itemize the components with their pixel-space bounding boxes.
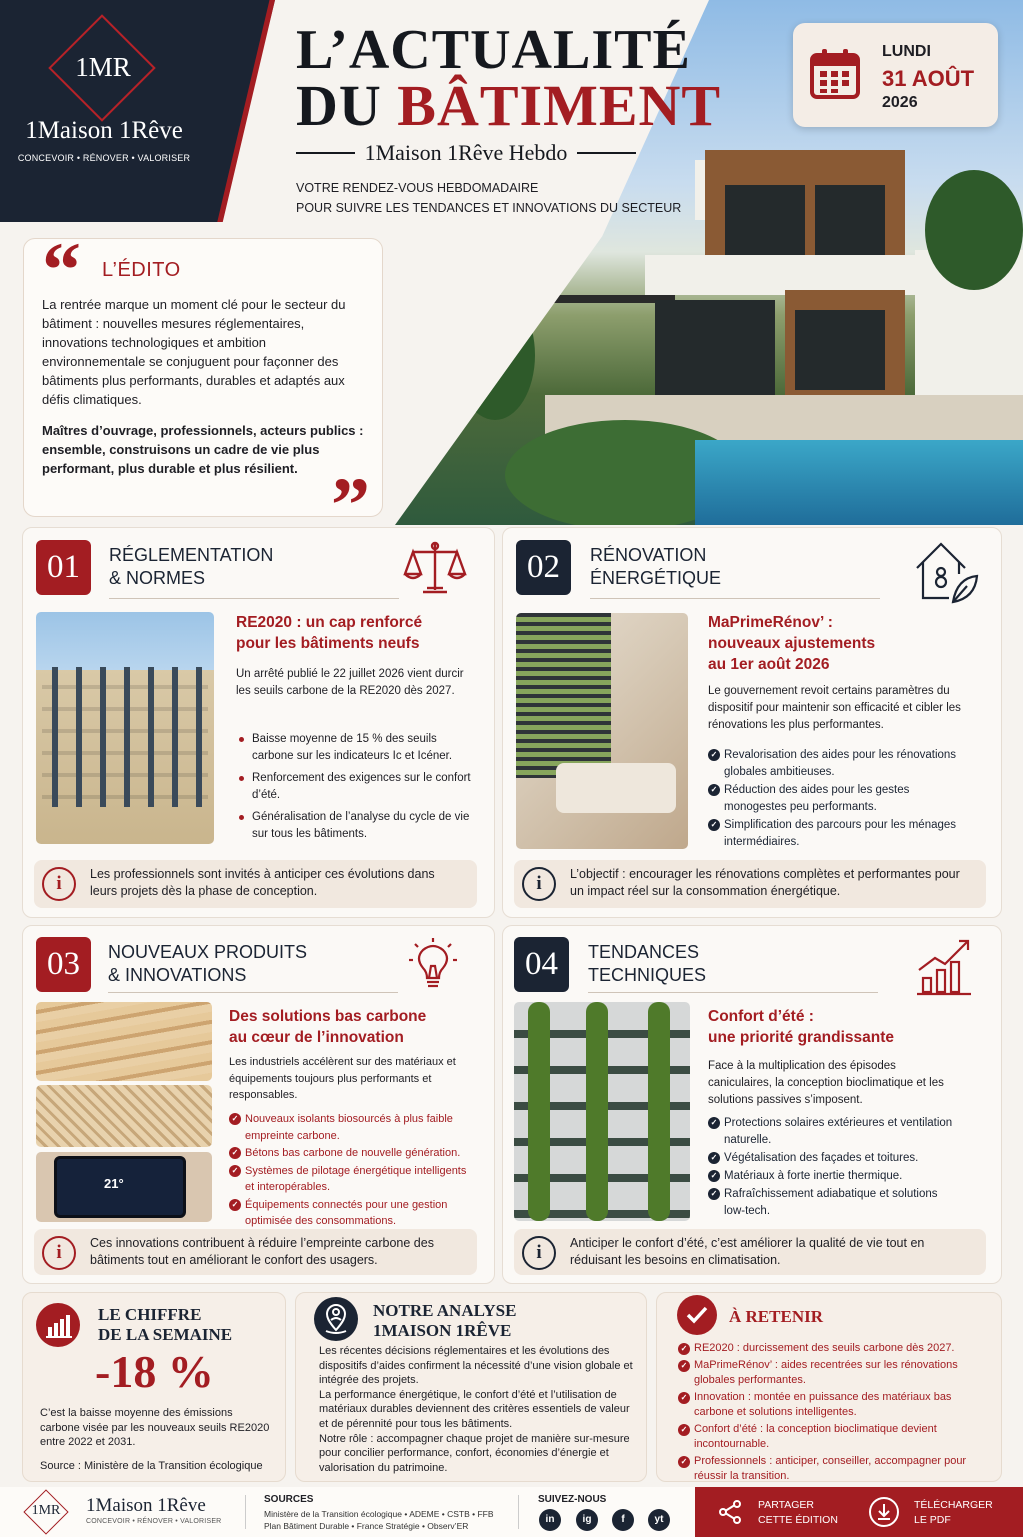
- info-icon: i: [42, 867, 76, 901]
- section-title: RÉGLEMENTATION & NORMES: [109, 545, 274, 588]
- calendar-icon: [810, 47, 860, 101]
- date-day: LUNDI: [882, 43, 931, 60]
- info-icon: i: [522, 867, 556, 901]
- footer-divider: [245, 1495, 246, 1529]
- header: [0, 0, 1023, 525]
- list-item: ✓ Revalorisation des aides pour les rénovations globales ambitieuses.: [708, 747, 958, 781]
- title-accent: BÂTIMENT: [397, 73, 722, 138]
- download-label: TÉLÉCHARGER LE PDF: [914, 1499, 993, 1526]
- chiffre-value: -18 %: [95, 1346, 214, 1397]
- edito-paragraph-2: Maîtres d’ouvrage, professionnels, acteurs publics : ensemble, construisons un cadre de vie plus performant, plus durable et plus résilient.: [42, 423, 364, 476]
- linkedin-icon[interactable]: in: [539, 1509, 561, 1531]
- edito-paragraph-1: La rentrée marque un moment clé pour le secteur du bâtiment : nouvelles mesures réglementaires, innovations technologiques et ambition environnementale se conjuguent pour façonner des bâtiments plus performants, durables et adaptés aux défis climatiques.: [42, 297, 346, 407]
- section-renovation: [502, 527, 1002, 918]
- list-item: ✓ Confort d’été : la conception bioclimatique devient incontournable.: [678, 1422, 988, 1452]
- logo-tagline: CONCEVOIR • RÉNOVER • VALORISER: [17, 153, 191, 163]
- logo-panel: [0, 0, 275, 222]
- article-bullets: [708, 747, 958, 852]
- section-title: NOUVEAUX PRODUITS & INNOVATIONS: [108, 942, 308, 985]
- section-rule: [588, 992, 878, 993]
- info-bar: [514, 1229, 986, 1275]
- list-item: ✓ Innovation : montée en puissance des matériaux bas carbone et solutions intelligentes.: [678, 1390, 988, 1420]
- info-icon: i: [42, 1236, 76, 1270]
- section-rule: [108, 992, 398, 993]
- section-title: TENDANCES TECHNIQUES: [588, 942, 707, 985]
- section-number: 01: [36, 540, 91, 595]
- subtitle-rule-left: [296, 152, 355, 154]
- list-item: ✓ Systèmes de pilotage énergétique intelligents et interopérables.: [229, 1163, 474, 1196]
- article-text: Un arrêté publié le 22 juillet 2026 vient durcir les seuils carbone de la RE2020 dès 2027.: [236, 668, 464, 697]
- section-number: 04: [514, 937, 569, 992]
- chiffre-source: Source : Ministère de la Transition écologique: [40, 1460, 263, 1472]
- article-text: Face à la multiplication des épisodes caniculaires, la conception bioclimatique et les solutions passives s’imposent.: [708, 1060, 944, 1106]
- follow-us-label: SUIVEZ-NOUS: [538, 1494, 607, 1505]
- insulation-panels-image: [36, 1002, 212, 1081]
- eco-house-icon: [913, 538, 979, 608]
- article-title: Des solutions bas carbone au cœur de l’innovation: [229, 1008, 427, 1046]
- list-item: Baisse moyenne de 15 % des seuils carbone sur les indicateurs Ic et Icéner.: [236, 731, 471, 765]
- chiffre-text: C’est la baisse moyenne des émissions carbone visée par les nouveaux seuils RE2020 entre 2022 et 2031.: [40, 1407, 270, 1449]
- section-number: 02: [516, 540, 571, 595]
- section-tendances: [502, 925, 1002, 1284]
- sources-line-1: Ministère de la Transition écologique • ADEME • CSTB • FFB: [264, 1509, 494, 1519]
- section-number: 03: [36, 937, 91, 992]
- section-reglementation: [22, 527, 495, 918]
- list-item: Généralisation de l’analyse du cycle de vie sur tous les bâtiments.: [236, 809, 471, 843]
- living-room-image: [516, 613, 688, 849]
- list-item: ✓ RE2020 : durcissement des seuils carbone dès 2027.: [678, 1341, 988, 1356]
- analyse-title: NOTRE ANALYSE 1MAISON 1RÊVE: [373, 1301, 517, 1340]
- info-text: Les professionnels sont invités à anticiper ces évolutions dans leurs projets dès la phase de conception.: [90, 867, 435, 898]
- subtitle-text: 1Maison 1Rêve Hebdo: [364, 140, 568, 165]
- download-button[interactable]: [860, 1487, 1023, 1537]
- list-item: ✓ Bétons bas carbone de nouvelle génération.: [229, 1145, 474, 1162]
- header-tagline: VOTRE RENDEZ-VOUS HEBDOMADAIRE POUR SUIVRE LES TENDANCES ET INNOVATIONS DU SECTEUR: [296, 181, 682, 215]
- list-item: ✓ Matériaux à forte inertie thermique.: [708, 1168, 958, 1185]
- section-rule: [109, 598, 399, 599]
- subtitle: [296, 140, 636, 166]
- title-line-1: L’ACTUALITÉ: [296, 19, 691, 81]
- article-title: MaPrimeRénov’ : nouveaux ajustements au 1er août 2026: [708, 614, 876, 673]
- info-text: Ces innovations contribuent à réduire l’empreinte carbone des bâtiments tout en améliorant le confort des usagers.: [90, 1236, 434, 1267]
- footer: [0, 1487, 1023, 1537]
- analyse-text: Les récentes décisions réglementaires et les évolutions des dispositifs d’aides confirment la nécessité d’une vision globale et intégrée des projets. La performance énergétique, le confort d’été et l’utilisation de matériaux durables deviennent des critères essentiels de valeur et de pérennité pour tous les bâtiments. Notre rôle : accompagner chaque projet de manière sur-mesure pour concilier performance, confort, économies d’énergie et valorisation du patrimoine.: [319, 1345, 633, 1474]
- article-text: Le gouvernement revoit certains paramètres du dispositif pour maintenir son efficacité et cibler les rénovations les plus performantes.: [708, 685, 961, 731]
- section-title: RÉNOVATION ÉNERGÉTIQUE: [590, 545, 722, 588]
- article-title: Confort d’été : une priorité grandissante: [708, 1008, 895, 1046]
- quote-close-icon: ”: [331, 461, 370, 525]
- info-bar: [514, 860, 986, 908]
- list-item: ✓ MaPrimeRénov’ : aides recentrées sur les rénovations globales performantes.: [678, 1358, 988, 1388]
- title-line-2: DU BÂTIMENT: [296, 73, 722, 138]
- retenir-title: À RETENIR: [729, 1307, 823, 1326]
- check-badge-icon: [677, 1295, 717, 1335]
- timber-structure-image: [36, 1085, 212, 1147]
- footer-brand-name: 1Maison 1Rêve: [86, 1495, 206, 1516]
- article-text: Les industriels accélèrent sur des matériaux et équipements toujours plus performants et responsables.: [229, 1056, 456, 1101]
- footer-actions: [695, 1487, 1023, 1537]
- chiffre-title: LE CHIFFRE DE LA SEMAINE: [98, 1305, 233, 1344]
- sources-title: SOURCES: [264, 1494, 314, 1505]
- section-innovations: [22, 925, 495, 1284]
- facebook-icon[interactable]: f: [612, 1509, 634, 1531]
- youtube-icon[interactable]: yt: [648, 1509, 670, 1531]
- logo-mark: 1MR: [75, 52, 131, 82]
- smart-thermostat-image: [36, 1152, 212, 1222]
- parliament-building-image: [36, 612, 214, 844]
- list-item: Renforcement des exigences sur le confort d’été.: [236, 770, 471, 804]
- info-text: Anticiper le confort d’été, c’est améliorer la qualité de vie tout en réduisant les besoins en climatisation.: [570, 1236, 925, 1267]
- footer-brand-tagline: CONCEVOIR • RÉNOVER • VALORISER: [86, 1518, 222, 1525]
- info-bar: [34, 860, 477, 908]
- footer-logo-mark: 1MR: [31, 1503, 61, 1518]
- article-bullets: [708, 1115, 958, 1221]
- lightbulb-icon: [405, 936, 461, 996]
- thermostat-temperature: 21°: [104, 1176, 124, 1191]
- info-text: L’objectif : encourager les rénovations complètes et performantes pour un impact réel sur la consommation énergétique.: [570, 867, 960, 898]
- share-label: PARTAGER CETTE ÉDITION: [758, 1499, 838, 1526]
- share-icon: [717, 1499, 743, 1525]
- date-year: 2026: [882, 94, 918, 111]
- list-item: ✓ Végétalisation des façades et toitures.: [708, 1150, 958, 1167]
- a-retenir: [656, 1292, 1002, 1482]
- notre-analyse: [295, 1292, 647, 1482]
- share-button[interactable]: [695, 1487, 855, 1537]
- logo-name: 1Maison 1Rêve: [25, 117, 183, 144]
- quote-open-icon: “: [42, 226, 81, 313]
- bar-chart-icon: [915, 936, 973, 996]
- chiffre-de-la-semaine: [22, 1292, 286, 1482]
- article-bullets: [229, 1111, 474, 1231]
- sources-line-2: Plan Bâtiment Durable • France Stratégie • Observ’ER: [264, 1521, 469, 1531]
- subtitle-rule-right: [577, 152, 636, 154]
- date-value: 31 AOÛT: [882, 66, 975, 91]
- list-item: ✓ Professionnels : anticiper, conseiller, accompagner pour réussir la transition.: [678, 1454, 988, 1484]
- scales-icon: [403, 540, 467, 600]
- list-item: ✓ Protections solaires extérieures et ventilation naturelle.: [708, 1115, 958, 1149]
- green-facade-image: [514, 1002, 690, 1221]
- chart-icon: [36, 1303, 80, 1347]
- instagram-icon[interactable]: ig: [576, 1509, 598, 1531]
- info-bar: [34, 1229, 477, 1275]
- retenir-list: [678, 1341, 988, 1486]
- list-item: ✓ Rafraîchissement adiabatique et solutions low-tech.: [708, 1186, 958, 1220]
- list-item: ✓ Nouveaux isolants biosourcés à plus faible empreinte carbone.: [229, 1111, 474, 1144]
- edito-title: L’ÉDITO: [102, 259, 181, 281]
- info-icon: i: [522, 1236, 556, 1270]
- article-title: RE2020 : un cap renforcé pour les bâtiments neufs: [236, 614, 423, 652]
- user-pin-icon: [314, 1297, 358, 1341]
- edito-card: [23, 226, 383, 525]
- list-item: ✓ Réduction des aides pour les gestes monogestes peu performants.: [708, 782, 958, 816]
- list-item: ✓ Équipements connectés pour une gestion optimisée des consommations.: [229, 1197, 474, 1230]
- download-icon: [868, 1496, 900, 1528]
- list-item: ✓ Simplification des parcours pour les ménages intermédiaires.: [708, 817, 958, 851]
- date-card: [793, 23, 998, 127]
- article-bullets: [236, 731, 471, 848]
- section-rule: [590, 598, 880, 599]
- footer-divider: [518, 1495, 519, 1529]
